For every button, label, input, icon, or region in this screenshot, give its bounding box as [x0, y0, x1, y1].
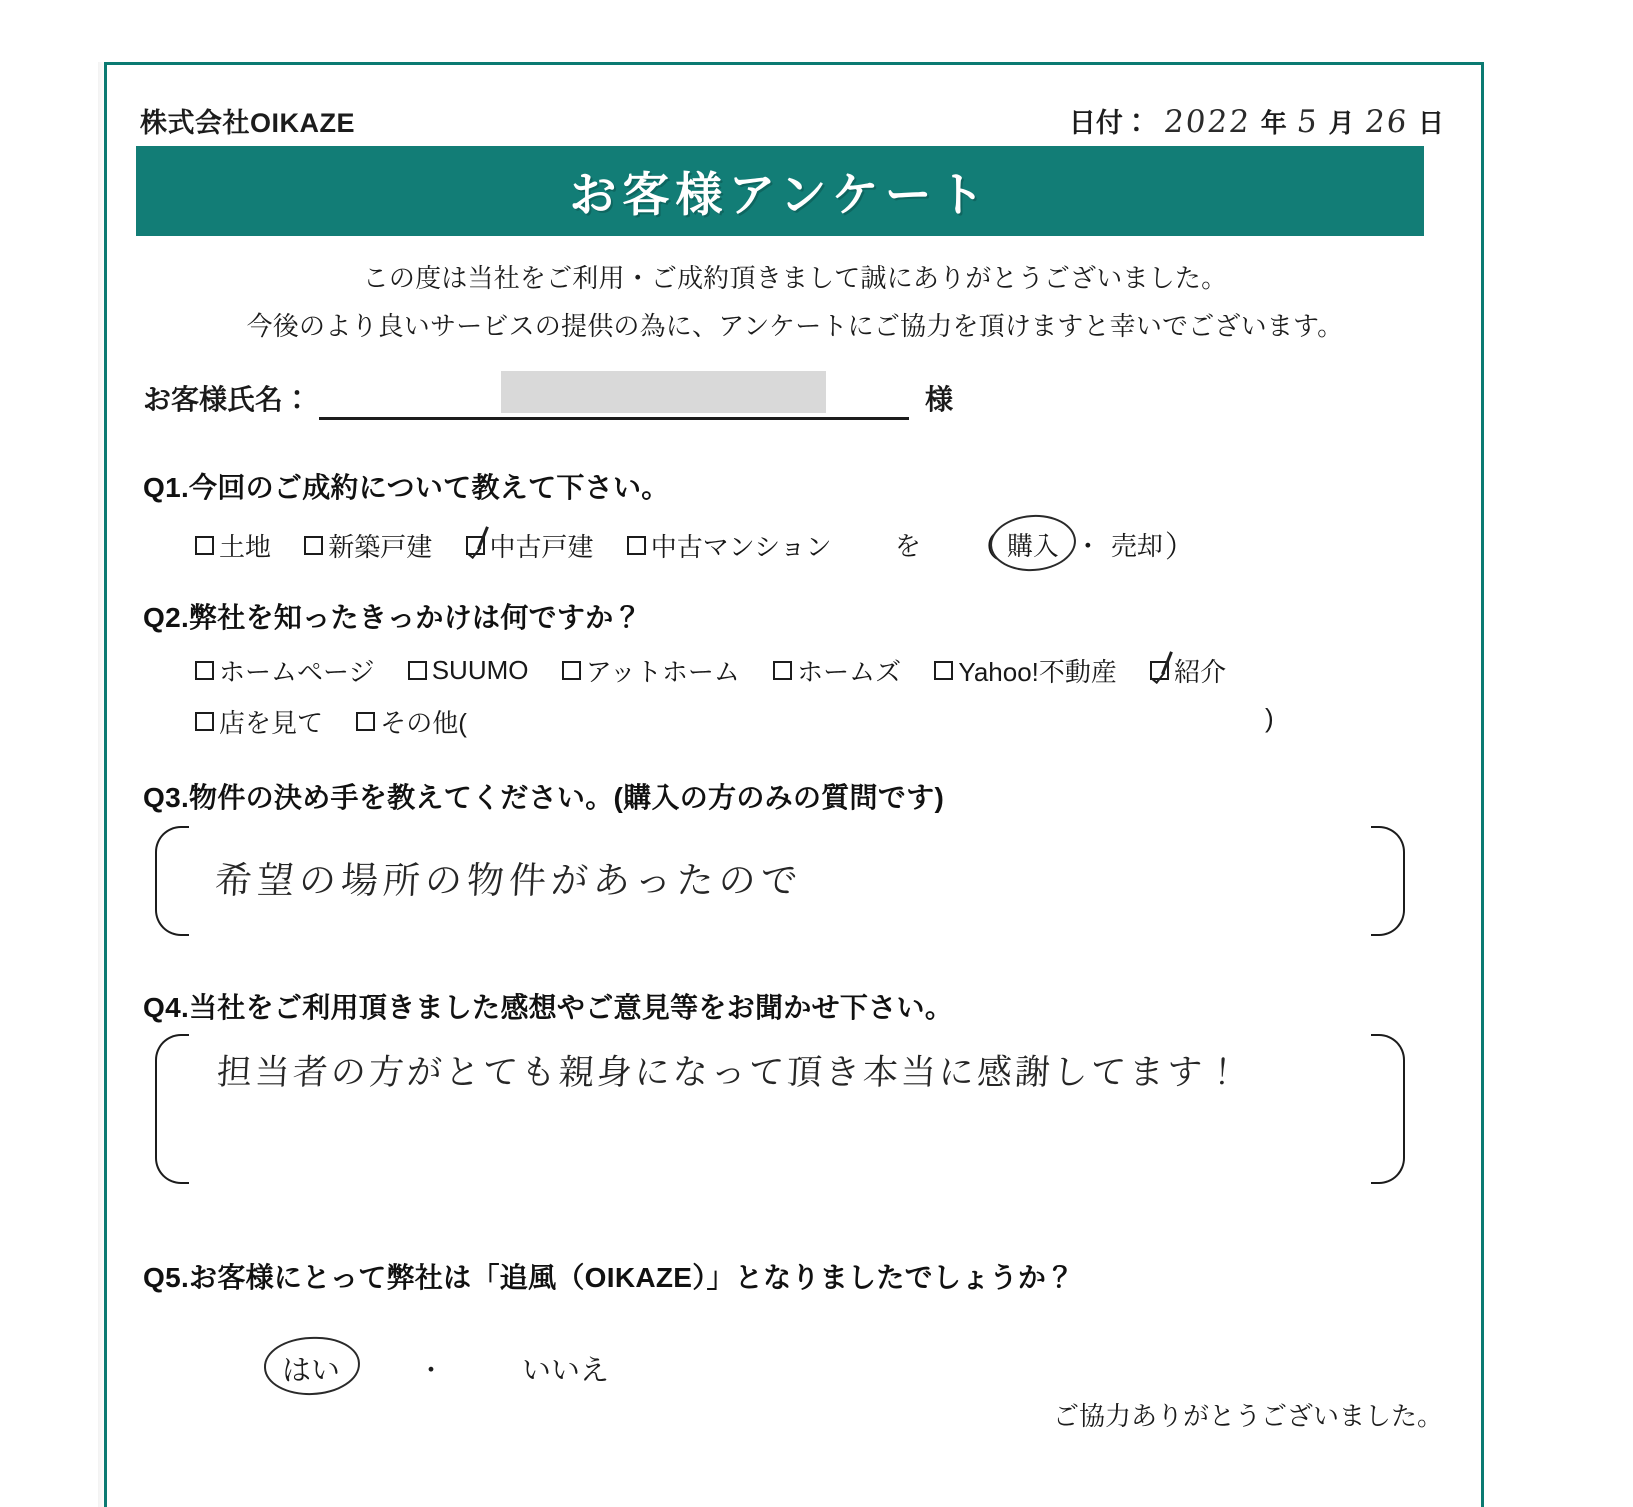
- date-day-handwritten: 26: [1362, 104, 1410, 140]
- survey-title-banner: [136, 146, 1424, 236]
- q2-options-row1: [195, 652, 1443, 689]
- q2-options-row2: [195, 703, 1443, 740]
- q2-option-label: SUUMO: [431, 655, 529, 685]
- q1-heading: Q1.今回のご成約について教えて下さい。: [143, 472, 670, 503]
- date-month-handwritten: 5: [1294, 104, 1321, 140]
- q4-handwritten-answer: 担当者の方がとても親身になって頂き本当に感謝してます！: [215, 1053, 1244, 1093]
- date-label: 日付：: [1068, 108, 1150, 138]
- customer-name-label: お客様氏名：: [143, 384, 312, 415]
- q2-option-suumo[interactable]: [408, 655, 529, 686]
- q2-option-athome[interactable]: [562, 652, 740, 689]
- survey-title: お客様アンケート: [569, 167, 991, 221]
- q1-transaction-label: 購入: [1006, 530, 1059, 561]
- checkbox-icon: [195, 536, 214, 555]
- q2-option-label: 紹介: [1174, 657, 1227, 687]
- date-day-unit: 日: [1417, 108, 1444, 138]
- question-2: [143, 596, 1443, 740]
- checkbox-checked-icon: [466, 536, 485, 555]
- checkbox-icon: [934, 661, 953, 680]
- q1-paren-close: ）: [1164, 531, 1195, 564]
- intro-line-1: この度は当社をご利用・ご成約頂きまして誠にありがとうございました。: [362, 263, 1228, 293]
- bracket-right-icon: [1371, 1034, 1405, 1184]
- q2-option-label: ホームズ: [797, 657, 902, 687]
- q1-option-shinchiku-kodate[interactable]: [304, 527, 432, 564]
- bracket-left-icon: [155, 1034, 189, 1184]
- question-1: [143, 466, 1443, 566]
- q1-option-tochi[interactable]: [195, 527, 271, 564]
- handwritten-circle-marker: [988, 512, 1078, 574]
- date-year-handwritten: 2022: [1161, 104, 1253, 140]
- q1-option-label: 土地: [219, 531, 272, 562]
- q4-heading: Q4.当社をご利用頂きました感想やご意見等をお聞かせ下さい。: [143, 992, 954, 1023]
- q2-other-paren-close: ): [1265, 703, 1274, 733]
- q2-option-label: 店を見て: [219, 708, 324, 738]
- q2-heading: Q2.弊社を知ったきっかけは何ですか？: [143, 602, 642, 633]
- q2-option-label: Yahoo!不動産: [958, 657, 1117, 687]
- q5-yes-label: はい: [282, 1355, 341, 1387]
- date-month-unit: 月: [1328, 108, 1355, 138]
- q4-answer-box[interactable]: [155, 1034, 1405, 1184]
- q5-answer-choices: [272, 1344, 619, 1393]
- handwritten-circle-marker: [263, 1335, 361, 1396]
- q1-transaction-purchase[interactable]: [1001, 526, 1065, 563]
- q1-option-label: 中古マンション: [650, 531, 832, 562]
- q5-separator: ・: [418, 1355, 445, 1385]
- checkbox-icon: [627, 536, 646, 555]
- q1-transaction-group: [895, 522, 1197, 566]
- date-year-unit: 年: [1260, 108, 1287, 138]
- q1-separator: ・: [1074, 530, 1101, 561]
- question-3: [143, 776, 1443, 816]
- q2-option-homepage[interactable]: [195, 652, 374, 689]
- checkbox-icon: [195, 712, 214, 731]
- q2-option-homes[interactable]: [773, 652, 901, 689]
- bracket-right-icon: [1371, 826, 1405, 936]
- customer-name-field: [143, 368, 953, 420]
- checkbox-checked-icon: [1150, 661, 1169, 680]
- q3-heading: Q3.物件の決め手を教えてください。(購入の方のみの質問です): [143, 782, 945, 813]
- checkbox-icon: [408, 661, 427, 680]
- company-name: 株式会社OIKAZE: [140, 108, 356, 138]
- q1-option-label: 中古戸建: [489, 531, 594, 562]
- checkbox-icon: [562, 661, 581, 680]
- checkbox-icon: [773, 661, 792, 680]
- customer-name-honorific: 様: [924, 384, 953, 415]
- intro-line-2: 今後のより良いサービスの提供の為に、アンケートにご協力を頂けますと幸いでございます。: [246, 311, 1344, 341]
- bracket-left-icon: [155, 826, 189, 936]
- q2-option-sonota[interactable]: [356, 703, 467, 740]
- question-5: [143, 1256, 1443, 1296]
- q1-option-label: 新築戸建: [328, 531, 433, 562]
- q2-option-label: その他(: [380, 708, 467, 738]
- q2-option-shoukai[interactable]: [1150, 652, 1226, 689]
- q3-handwritten-answer: 希望の場所の物件があったので: [213, 858, 804, 902]
- q5-heading: Q5.お客様にとって弊社は「追風（OIKAZE）」となりましたでしょうか？: [143, 1262, 1075, 1293]
- q2-option-mise-wo-mite[interactable]: [195, 703, 323, 740]
- q1-connector: を: [894, 530, 921, 561]
- q2-option-label: アットホーム: [585, 657, 740, 687]
- document-header: [140, 92, 1450, 140]
- checkbox-icon: [304, 536, 323, 555]
- q1-paren-open: （: [968, 531, 999, 564]
- q1-transaction-sale[interactable]: 売却: [1110, 530, 1163, 561]
- q1-options: [195, 522, 1443, 566]
- redaction-block: [501, 371, 826, 413]
- q1-option-chuko-kodate[interactable]: [466, 527, 594, 564]
- date-field: [1069, 101, 1450, 140]
- customer-name-input-line[interactable]: [319, 371, 909, 420]
- q3-answer-box[interactable]: [155, 826, 1405, 936]
- q1-option-chuko-mansion[interactable]: [627, 527, 832, 564]
- q5-choice-no[interactable]: いいえ: [522, 1355, 610, 1387]
- q5-choice-yes[interactable]: [272, 1344, 350, 1393]
- q2-option-yahoo-fudosan[interactable]: [934, 652, 1116, 689]
- checkbox-icon: [195, 661, 214, 680]
- question-4: [143, 986, 1443, 1026]
- closing-message: ご協力ありがとうございました。: [1052, 1401, 1443, 1431]
- checkbox-icon: [356, 712, 375, 731]
- q2-option-label: ホームページ: [219, 657, 375, 687]
